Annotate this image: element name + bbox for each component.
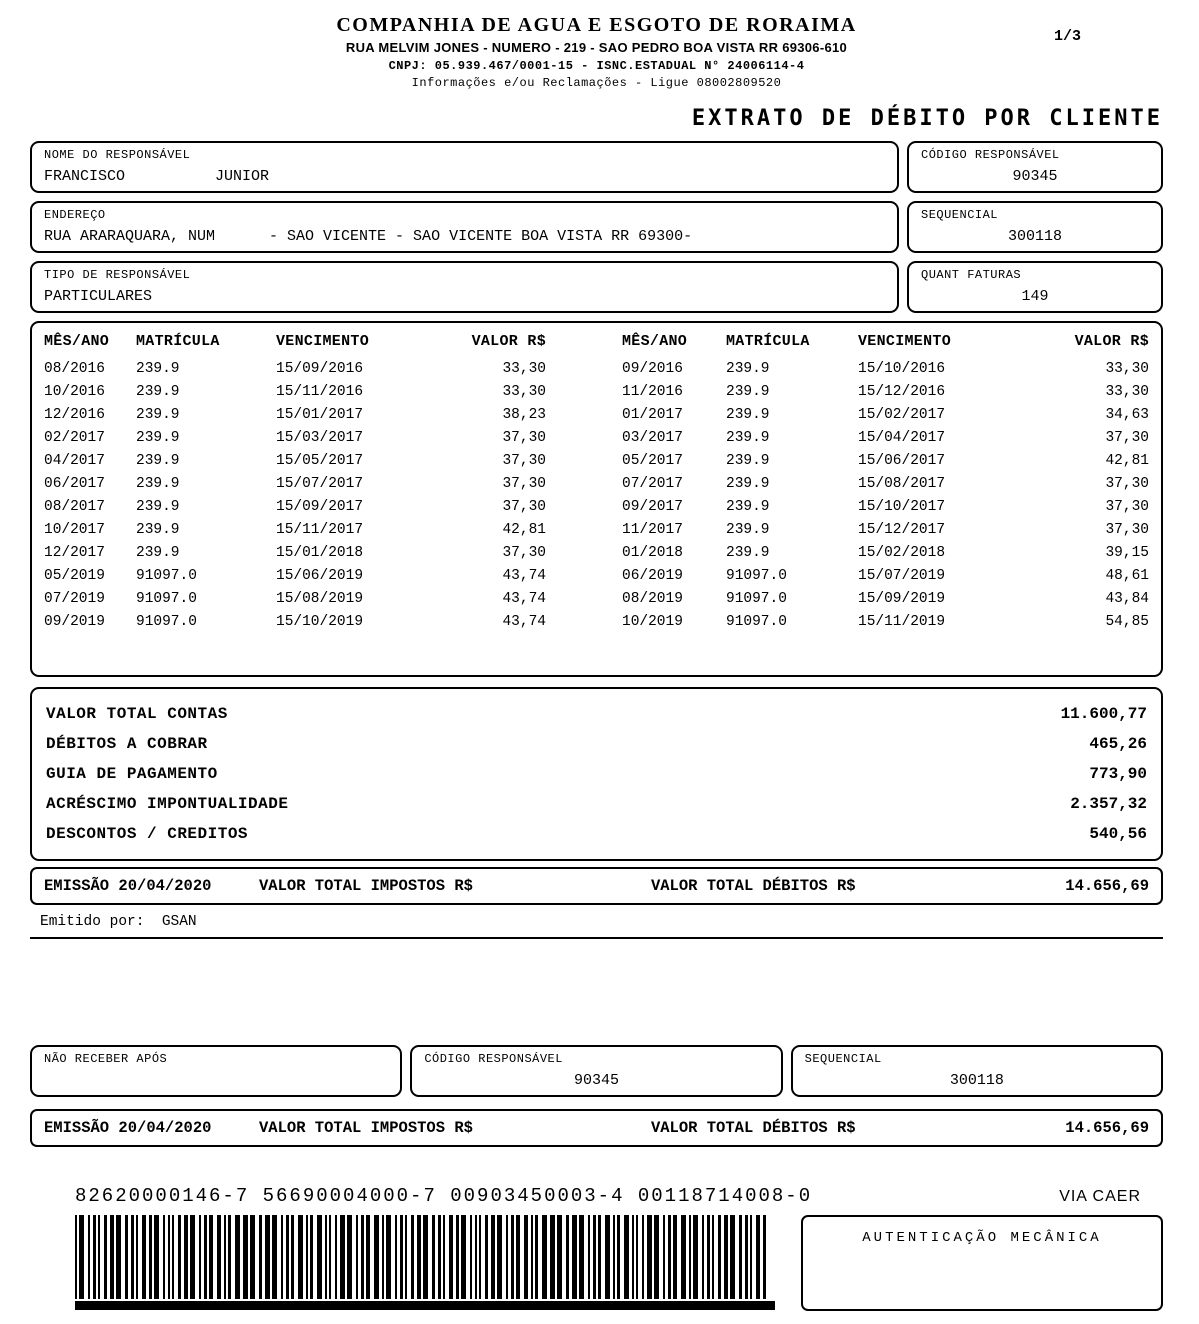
- emission-date: EMISSÃO 20/04/2020: [44, 877, 212, 895]
- table-cell: 10/2019: [622, 614, 683, 630]
- slip-total-taxes-label: VALOR TOTAL IMPOSTOS R$: [259, 1119, 473, 1137]
- invoice-count-label: QUANT FATURAS: [921, 268, 1022, 282]
- total-value: 540,56: [1089, 825, 1147, 843]
- table-cell: 38,23: [502, 407, 546, 423]
- table-cell: 239.9: [726, 499, 770, 515]
- total-row: [46, 789, 1147, 819]
- charges-table-header-row: [44, 331, 1149, 358]
- total-label: DESCONTOS / CREDITOS: [46, 825, 249, 843]
- not-receive-after-box: [30, 1045, 402, 1097]
- total-value: 2.357,32: [1070, 795, 1147, 813]
- emitted-by: Emitido por: GSAN: [30, 914, 1163, 939]
- totals-list: [46, 699, 1147, 849]
- table-cell: 01/2017: [622, 407, 683, 423]
- table-cell: 08/2019: [622, 591, 683, 607]
- barcode-wrap: [75, 1215, 775, 1310]
- responsible-code-value: 90345: [1012, 168, 1058, 185]
- table-cell: 33,30: [1105, 384, 1149, 400]
- table-cell: 15/09/2016: [276, 361, 364, 377]
- table-cell: 239.9: [726, 407, 770, 423]
- table-cell: 43,74: [502, 614, 546, 630]
- emission-summary-bar: [30, 867, 1163, 905]
- table-cell: 15/09/2019: [858, 591, 946, 607]
- address-label: ENDEREÇO: [44, 208, 106, 222]
- invoice-count-value: 149: [1021, 288, 1049, 305]
- table-cell: 48,61: [1105, 568, 1149, 584]
- address-box: [30, 201, 899, 253]
- table-cell: 37,30: [1105, 476, 1149, 492]
- column-header: VENCIMENTO: [276, 333, 370, 350]
- table-cell: 33,30: [502, 384, 546, 400]
- responsible-type-value: PARTICULARES: [44, 288, 153, 305]
- table-cell: 43,74: [502, 568, 546, 584]
- table-row: [44, 404, 1149, 427]
- column-header: MATRÍCULA: [136, 333, 220, 350]
- table-cell: 239.9: [136, 430, 180, 446]
- table-row: [44, 542, 1149, 565]
- total-row: [46, 819, 1147, 849]
- table-cell: 15/04/2017: [858, 430, 946, 446]
- total-row: [46, 699, 1147, 729]
- table-cell: 09/2017: [622, 499, 683, 515]
- responsible-name-label: NOME DO RESPONSÁVEL: [44, 148, 191, 162]
- slip-total-debits-value: 14.656,69: [1065, 1119, 1149, 1137]
- column-header: VALOR R$: [471, 333, 546, 350]
- table-cell: 239.9: [136, 499, 180, 515]
- field-row-type: [30, 261, 1163, 313]
- company-info-line: Informações e/ou Reclamações - Ligue 08002809520: [411, 76, 782, 90]
- slip-total-debits-label: VALOR TOTAL DÉBITOS R$: [650, 1119, 856, 1137]
- table-cell: 239.9: [726, 545, 770, 561]
- sequential-box: [907, 201, 1163, 253]
- responsible-code-label: CÓDIGO RESPONSÁVEL: [921, 148, 1060, 162]
- table-cell: 04/2017: [44, 453, 105, 469]
- table-cell: 37,30: [1105, 499, 1149, 515]
- table-cell: 15/12/2017: [858, 522, 946, 538]
- table-cell: 37,30: [502, 453, 546, 469]
- slip-spacer: [30, 939, 1163, 1045]
- table-row: [44, 588, 1149, 611]
- table-cell: 91097.0: [726, 568, 787, 584]
- table-cell: 54,85: [1105, 614, 1149, 630]
- table-cell: 239.9: [136, 476, 180, 492]
- barcode: [75, 1215, 775, 1299]
- field-row-address: [30, 201, 1163, 253]
- table-cell: 33,30: [502, 361, 546, 377]
- table-cell: 11/2016: [622, 384, 683, 400]
- table-cell: 05/2017: [622, 453, 683, 469]
- table-cell: 08/2016: [44, 361, 105, 377]
- responsible-code-box: [907, 141, 1163, 193]
- sequential-value: 300118: [1007, 228, 1062, 245]
- table-cell: 15/02/2018: [858, 545, 946, 561]
- table-cell: 91097.0: [726, 614, 787, 630]
- table-cell: 15/09/2017: [276, 499, 364, 515]
- table-cell: 37,30: [502, 476, 546, 492]
- total-label: DÉBITOS A COBRAR: [46, 735, 208, 753]
- table-cell: 37,30: [1105, 430, 1149, 446]
- table-cell: 07/2017: [622, 476, 683, 492]
- table-cell: 91097.0: [136, 614, 197, 630]
- table-row: [44, 519, 1149, 542]
- page-indicator: 1/3: [1053, 28, 1081, 45]
- table-cell: 11/2017: [622, 522, 683, 538]
- company-cnpj-line: CNPJ: 05.939.467/0001-15 - ISNC.ESTADUAL N° 24006114-4: [388, 59, 805, 73]
- table-cell: 239.9: [726, 384, 770, 400]
- responsible-type-box: [30, 261, 899, 313]
- table-cell: 239.9: [726, 361, 770, 377]
- table-cell: 239.9: [136, 407, 180, 423]
- barcode-number-line: [30, 1185, 1163, 1207]
- total-label: ACRÉSCIMO IMPONTUALIDADE: [46, 795, 289, 813]
- column-header: MÊS/ANO: [44, 333, 110, 350]
- slip-emission-summary-bar: [30, 1109, 1163, 1147]
- table-cell: 15/11/2019: [858, 614, 946, 630]
- totals-box: [30, 687, 1163, 861]
- barcode-row: [30, 1215, 1163, 1311]
- total-label: GUIA DE PAGAMENTO: [46, 765, 218, 783]
- responsible-name-box: [30, 141, 899, 193]
- slip-responsible-code-box: [410, 1045, 782, 1097]
- table-cell: 239.9: [136, 384, 180, 400]
- slip-responsible-code-label: CÓDIGO RESPONSÁVEL: [424, 1052, 563, 1066]
- slip-sequential-box: [791, 1045, 1163, 1097]
- via-label: VIA CAER: [1059, 1188, 1141, 1205]
- table-row: [44, 496, 1149, 519]
- mechanical-authentication-box: [801, 1215, 1163, 1311]
- table-cell: 10/2017: [44, 522, 105, 538]
- table-row: [44, 473, 1149, 496]
- table-cell: 15/12/2016: [858, 384, 946, 400]
- table-cell: 37,30: [502, 430, 546, 446]
- table-cell: 06/2017: [44, 476, 105, 492]
- charges-table-body: [44, 358, 1149, 634]
- table-cell: 01/2018: [622, 545, 683, 561]
- address-value: RUA ARARAQUARA, NUM - SAO VICENTE - SAO VICENTE BOA VISTA RR 69300-: [44, 228, 693, 245]
- table-cell: 15/08/2019: [276, 591, 364, 607]
- table-row: [44, 427, 1149, 450]
- table-cell: 15/11/2017: [276, 522, 364, 538]
- table-cell: 15/03/2017: [276, 430, 364, 446]
- table-cell: 09/2016: [622, 361, 683, 377]
- table-cell: 37,30: [502, 545, 546, 561]
- table-row: [44, 565, 1149, 588]
- table-cell: 37,30: [1105, 522, 1149, 538]
- table-cell: 43,84: [1105, 591, 1149, 607]
- table-cell: 37,30: [502, 499, 546, 515]
- table-cell: 39,15: [1105, 545, 1149, 561]
- table-cell: 15/06/2017: [858, 453, 946, 469]
- total-row: [46, 729, 1147, 759]
- table-row: [44, 611, 1149, 634]
- table-cell: 15/08/2017: [858, 476, 946, 492]
- table-row: [44, 358, 1149, 381]
- field-row-name: [30, 141, 1163, 193]
- total-debits-label: VALOR TOTAL DÉBITOS R$: [650, 877, 856, 895]
- table-cell: 15/10/2019: [276, 614, 364, 630]
- table-cell: 15/10/2017: [858, 499, 946, 515]
- table-cell: 06/2019: [622, 568, 683, 584]
- table-cell: 239.9: [136, 545, 180, 561]
- not-receive-after-label: NÃO RECEBER APÓS: [44, 1052, 168, 1066]
- table-cell: 10/2016: [44, 384, 105, 400]
- sequential-label: SEQUENCIAL: [921, 208, 999, 222]
- table-cell: 239.9: [136, 361, 180, 377]
- table-cell: 43,74: [502, 591, 546, 607]
- table-cell: 09/2019: [44, 614, 105, 630]
- total-label: VALOR TOTAL CONTAS: [46, 705, 228, 723]
- table-cell: 239.9: [726, 522, 770, 538]
- table-cell: 03/2017: [622, 430, 683, 446]
- column-header: MATRÍCULA: [726, 333, 810, 350]
- total-value: 773,90: [1089, 765, 1147, 783]
- table-row: [44, 450, 1149, 473]
- table-cell: 91097.0: [726, 591, 787, 607]
- slip-sequential-value: 300118: [949, 1072, 1004, 1089]
- table-cell: 15/01/2018: [276, 545, 364, 561]
- table-cell: 239.9: [726, 430, 770, 446]
- total-taxes-label: VALOR TOTAL IMPOSTOS R$: [259, 877, 473, 895]
- slip-sequential-label: SEQUENCIAL: [804, 1052, 882, 1066]
- slip-responsible-code-value: 90345: [573, 1072, 619, 1089]
- column-header: VALOR R$: [1074, 333, 1149, 350]
- table-cell: 15/11/2016: [276, 384, 364, 400]
- total-value: 11.600,77: [1060, 705, 1147, 723]
- column-header: MÊS/ANO: [622, 333, 688, 350]
- responsible-type-label: TIPO DE RESPONSÁVEL: [44, 268, 191, 282]
- barcode-digits: 82620000146-7 56690004000-7 00903450003-4 00118714008-0: [75, 1185, 813, 1207]
- table-cell: 12/2016: [44, 407, 105, 423]
- table-cell: 91097.0: [136, 591, 197, 607]
- table-cell: 15/10/2016: [858, 361, 946, 377]
- company-address: RUA MELVIM JONES - NUMERO - 219 - SAO PEDRO BOA VISTA RR 69306-610: [345, 40, 848, 55]
- table-cell: 12/2017: [44, 545, 105, 561]
- table-cell: 05/2019: [44, 568, 105, 584]
- charges-table-box: [30, 321, 1163, 677]
- invoice-count-box: [907, 261, 1163, 313]
- table-cell: 15/05/2017: [276, 453, 364, 469]
- document-header: [30, 14, 1163, 90]
- table-cell: 42,81: [502, 522, 546, 538]
- table-cell: 239.9: [726, 453, 770, 469]
- table-cell: 42,81: [1105, 453, 1149, 469]
- total-row: [46, 759, 1147, 789]
- slip-emission-date: EMISSÃO 20/04/2020: [44, 1119, 212, 1137]
- table-cell: 239.9: [136, 522, 180, 538]
- table-cell: 15/07/2019: [858, 568, 946, 584]
- payment-slip-fields: [30, 1045, 1163, 1097]
- mechanical-authentication-label: AUTENTICAÇÃO MECÂNICA: [862, 1230, 1102, 1246]
- charges-table: [44, 331, 1149, 634]
- total-value: 465,26: [1089, 735, 1147, 753]
- table-cell: 34,63: [1105, 407, 1149, 423]
- table-cell: 33,30: [1105, 361, 1149, 377]
- company-name: COMPANHIA DE AGUA E ESGOTO DE RORAIMA: [336, 14, 857, 36]
- total-debits-value: 14.656,69: [1065, 877, 1149, 895]
- table-cell: 02/2017: [44, 430, 105, 446]
- responsible-name-value: FRANCISCO JUNIOR: [44, 168, 270, 185]
- table-cell: 239.9: [726, 476, 770, 492]
- table-cell: 91097.0: [136, 568, 197, 584]
- table-cell: 15/07/2017: [276, 476, 364, 492]
- table-row: [44, 381, 1149, 404]
- table-cell: 15/02/2017: [858, 407, 946, 423]
- table-cell: 08/2017: [44, 499, 105, 515]
- column-header: VENCIMENTO: [858, 333, 952, 350]
- table-cell: 15/06/2019: [276, 568, 364, 584]
- table-cell: 07/2019: [44, 591, 105, 607]
- document-title: EXTRATO DE DÉBITO POR CLIENTE: [691, 106, 1163, 131]
- table-cell: 15/01/2017: [276, 407, 364, 423]
- table-cell: 239.9: [136, 453, 180, 469]
- barcode-baseline: [75, 1301, 775, 1310]
